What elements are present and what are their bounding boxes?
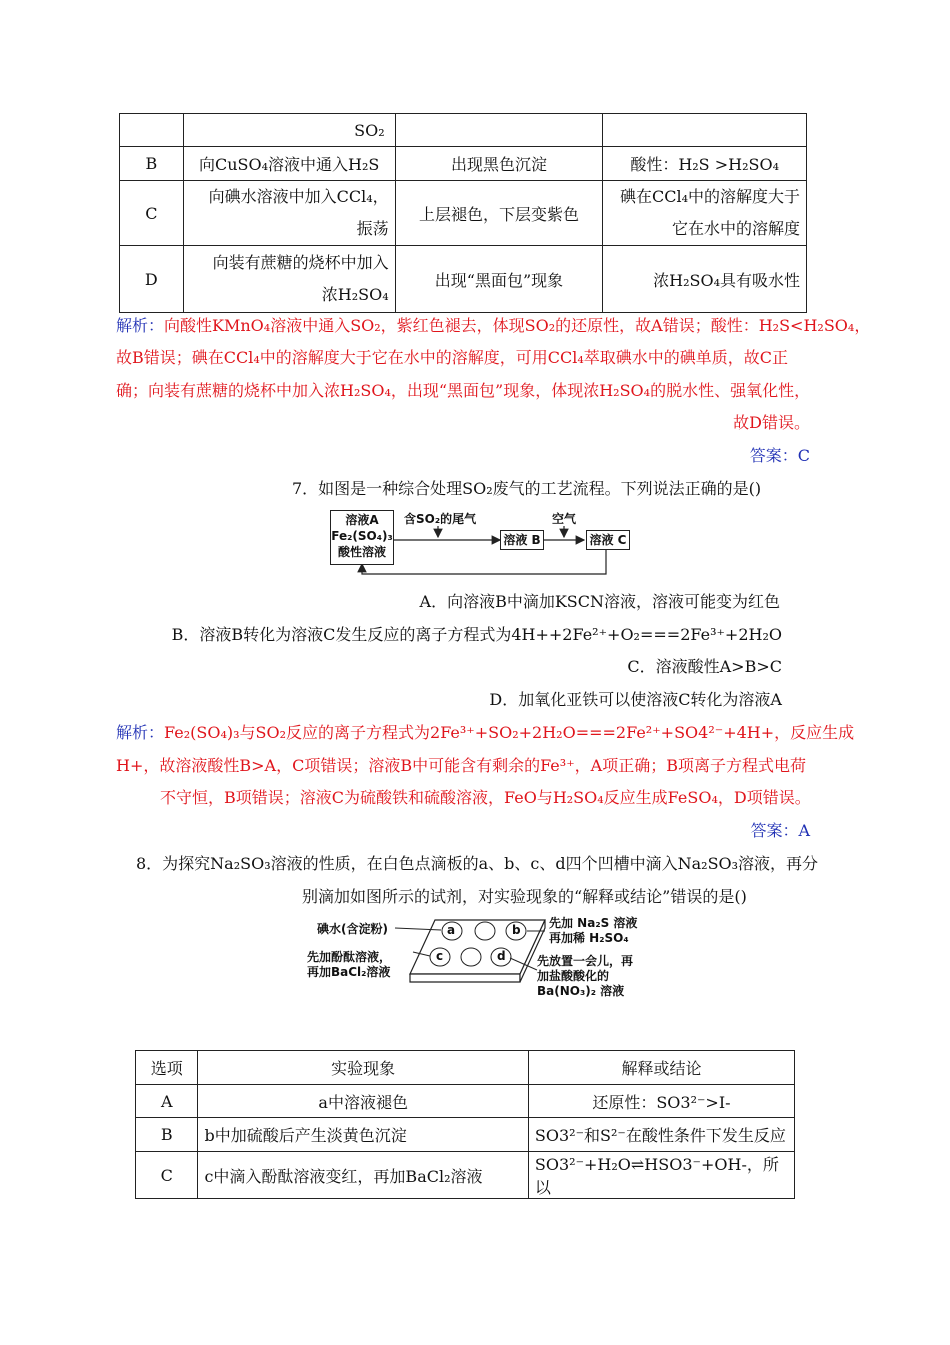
h2so4-label: 再加稀 H₂SO₄ [549,931,629,945]
phenolphthalein-label: 先加酚酞溶液， [307,950,392,964]
na2s-label: 先加 Na₂S 溶液 [549,916,638,930]
table-cell: c中滴入酚酞溶液变红，再加BaCl₂溶液 [198,1152,528,1199]
cell-line: 向装有蔗糖的烧杯中加入 [212,253,389,272]
table-cell: b中加硫酸后产生淡黄色沉淀 [198,1118,528,1152]
analysis-label: 解析： [116,723,165,742]
table-options-top [119,113,807,313]
table-cell [395,114,603,147]
table-cell: D [120,246,184,313]
table-cell [603,114,807,147]
table-cell: C [136,1152,198,1199]
option-a: A．向溶液B中滴加KSCN溶液，溶液可能变为红色 [419,592,780,611]
cell-line: 碘在CCl₄中的溶解度大于 [619,187,800,206]
spot-plate-diagram [305,912,650,997]
iodine-water-label: 碘水(含淀粉) [317,922,388,936]
analysis-line: 不守恒，B项错误；溶液C为硫酸铁和硫酸溶液，FeO与H₂SO₄反应生成FeSO₄，D项错误。 [160,788,811,807]
well-a-label: a [447,923,456,937]
well-c-label: c [436,949,444,963]
option-d: D．加氧化亚铁可以使溶液C转化为溶液A [489,690,782,709]
analysis-line [116,723,854,743]
option-b: B．溶液B转化为溶液C发生反应的离子方程式为4H++2Fe²⁺+O₂===2Fe³⁺+2H₂O [171,625,782,644]
cell-line: 振荡 [356,219,389,238]
table-cell: a中溶液褪色 [198,1085,528,1118]
analysis-line: 故D错误。 [733,413,810,432]
analysis-label: 解析： [116,316,165,335]
question-stem: 8．为探究Na₂SO₃溶液的性质，在白色点滴板的a、b、c、d四个凹槽中滴入Na₂SO₃溶液，再分 [136,854,819,873]
table-row [120,181,807,246]
well-d-label: d [497,949,506,963]
table-cell: SO₂ [183,114,395,147]
table-row [136,1152,795,1199]
answer-text: 答案：C [749,446,810,465]
table-cell: 上层褪色，下层变紫色 [395,181,603,246]
table-cell [183,246,395,313]
cell-line: 浓H₂SO₄ [321,285,389,304]
table-cell [603,181,807,246]
option-c: C．溶液酸性A>B>C [627,657,782,676]
table-cell: 出现“黑面包”现象 [395,246,603,313]
table-header-cell: 解释或结论 [528,1051,794,1085]
table-cell [120,114,184,147]
ba-nitrate-label: Ba(NO₃)₂ 溶液 [537,984,625,998]
cell-line: 向碘水溶液中加入CCl₄， [208,187,389,206]
box-line: 溶液A [345,513,379,527]
well-b-label: b [512,923,521,937]
table-row [120,147,807,181]
table-row [136,1118,795,1152]
cell-line: 它在水中的溶解度 [671,219,800,238]
table-header-row [136,1051,795,1085]
table-cell: SO3²⁻和S²⁻在酸性条件下发生反应 [528,1118,794,1152]
table-row [120,246,807,313]
table-cell: 酸性：H₂S >H₂SO₄ [603,147,807,181]
table-cell: 浓H₂SO₄具有吸水性 [603,246,807,313]
table-cell: B [120,147,184,181]
table-header-cell: 选项 [136,1051,198,1085]
table-cell: 出现黑色沉淀 [395,147,603,181]
box-line: Fe₂(SO₄)₃ [331,529,393,543]
question-stem: 别滴加如图所示的试剂，对实验现象的“解释或结论”错误的是() [302,887,747,906]
air-label: 空气 [552,512,577,526]
analysis-line: 故B错误；碘在CCl₄中的溶解度大于它在水中的溶解度，可用CCl₄萃取碘水中的碘单质，故C正 [116,348,789,367]
process-flow-diagram [330,508,630,578]
question-stem: 7．如图是一种综合处理SO₂废气的工艺流程。下列说法正确的是() [292,479,762,498]
analysis-line [116,316,870,336]
solution-c-box: 溶液 C [586,530,630,550]
acidified-label: 加盐酸酸化的 [537,969,610,983]
answer-text: 答案：A [750,821,810,840]
table-row [136,1085,795,1118]
table-header-cell: 实验现象 [198,1051,528,1085]
table-cell: B [136,1118,198,1152]
table-cell [183,181,395,246]
table-cell: SO3²⁻+H₂O⇌HSO3⁻+OH-，所以 [528,1152,794,1199]
table-cell: C [120,181,184,246]
table-cell: 还原性：SO3²⁻>I- [528,1085,794,1118]
bacl2-label: 再加BaCl₂溶液 [307,965,391,979]
wait-label: 先放置一会儿，再 [537,954,634,968]
analysis-text: 向酸性KMnO₄溶液中通入SO₂，紫红色褪去，体现SO₂的还原性，故A错误；酸性：H₂S<H₂SO₄， [164,316,871,335]
analysis-text: Fe₂(SO₄)₃与SO₂反应的离子方程式为2Fe³⁺+SO₂+2H₂O===2Fe²⁺+SO4²⁻+4H+，反应生成 [164,723,855,742]
table-cell: A [136,1085,198,1118]
box-line: 酸性溶液 [337,545,386,559]
table-row [120,114,807,147]
tail-gas-label: 含SO₂的尾气 [404,512,477,526]
solution-a-box [330,510,394,565]
solution-b-box: 溶液 B [500,530,544,550]
analysis-line: 确；向装有蔗糖的烧杯中加入浓H₂SO₄，出现“黑面包”现象，体现浓H₂SO₄的脱水性、强氧化性， [116,381,811,400]
analysis-line: H+，故溶液酸性B>A，C项错误；溶液B中可能含有剩余的Fe³⁺，A项正确；B项离子方程式电荷 [116,756,806,775]
table-q8 [135,1050,795,1199]
table-cell: 向CuSO₄溶液中通入H₂S [183,147,395,181]
